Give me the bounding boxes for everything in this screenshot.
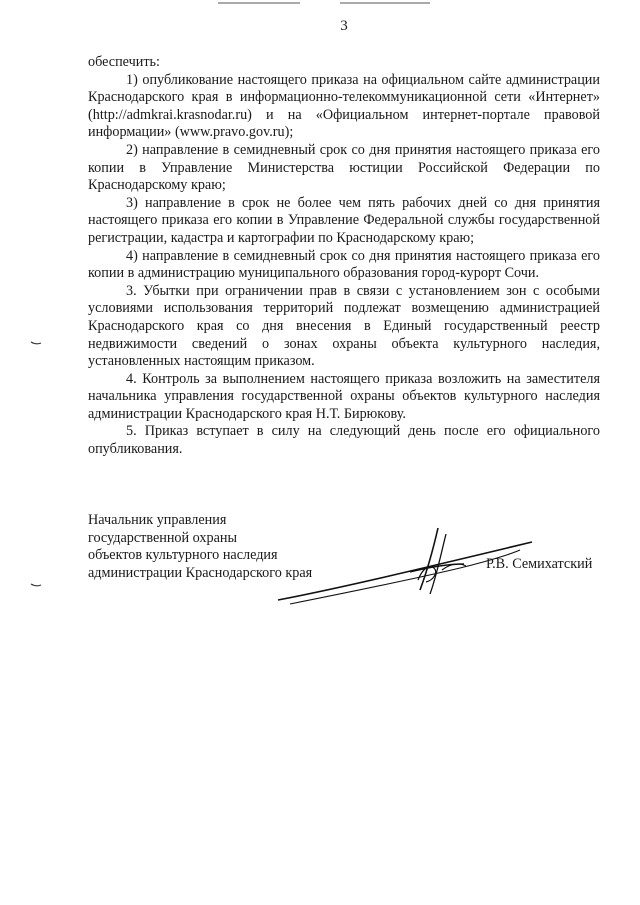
paragraph-item-4: 4) направление в семидневный срок со дня принятия настоящего приказа его копии в администрацию муниципального образования город-курорт Сочи. xyxy=(88,247,600,282)
signer-title-line: государственной охраны xyxy=(88,529,238,546)
paragraph-item-2: 2) направление в семидневный срок со дня принятия настоящего приказа его копии в Управление Министерства юстиции Российской Федерации по Краснодарскому краю; xyxy=(88,141,600,194)
intro-line: обеспечить: xyxy=(88,54,160,70)
margin-tick-mark xyxy=(30,582,42,588)
paragraph-clause-5: 5. Приказ вступает в силу на следующий день после его официального опубликования. xyxy=(88,423,600,458)
margin-tick-mark xyxy=(30,340,42,346)
paragraph-clause-3: 3. Убытки при ограничении прав в связи с установлением зон с особыми условиями использования территорий подлежат возмещению администрацией Краснодарского края со дня внесения в Единый государственный реестр недвижимости сведений о зонах охраны объекта культурного наследия, установленных настоящим приказом. xyxy=(88,282,600,370)
paragraph-item-1: 1) опубликование настоящего приказа на официальном сайте администрации Краснодарского края в информационно-телекоммуникационной сети «Интернет» (http://admkrai.krasnodar.ru) и на «Официальном интернет-портале правовой информации» (www.pravo.gov.ru); xyxy=(88,71,600,141)
signer-title-line: Начальник управления xyxy=(88,512,227,528)
page-number: 3 xyxy=(340,18,348,34)
document-body xyxy=(88,54,600,459)
scan-edge-marks xyxy=(0,0,640,12)
signer-title-line: администрации Краснодарского края xyxy=(88,564,313,581)
paragraph-clause-4: 4. Контроль за выполнением настоящего приказа возложить на заместителя начальника управления государственной охраны объектов культурного наследия администрации Краснодарского края Н.Т. Бирюкову. xyxy=(88,370,600,422)
signer-title-line: объектов культурного наследия xyxy=(88,547,278,564)
signer-name: Р.В. Семихатский xyxy=(486,556,593,572)
paragraph-item-3: 3) направление в срок не более чем пять рабочих дней со дня принятия настоящего приказа его копии в Управление Федеральной службы государственной регистрации, кадастра и картографии по Краснодарскому краю; xyxy=(88,194,600,246)
